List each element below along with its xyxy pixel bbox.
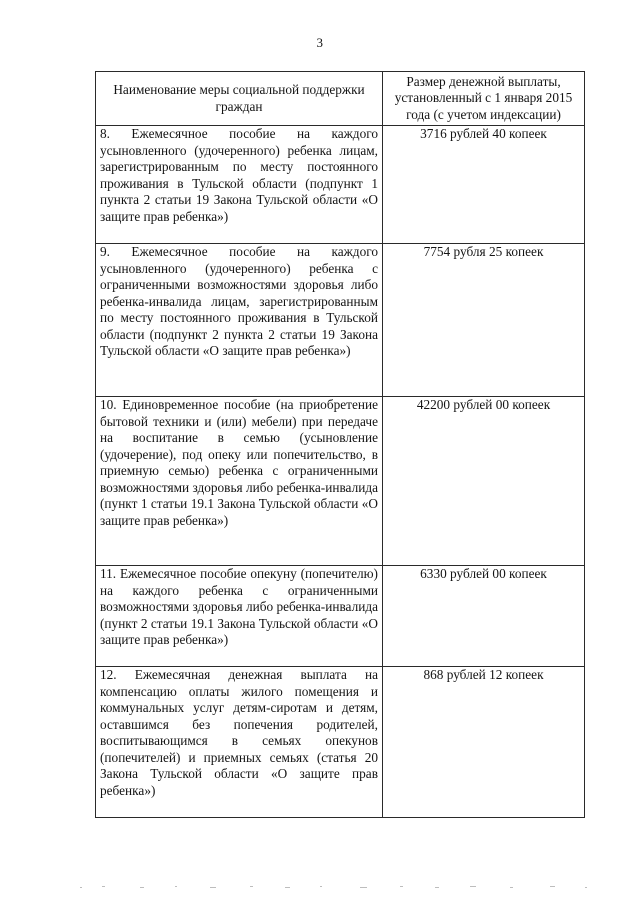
amount-cell: 3716 рублей 40 копеек <box>383 126 585 244</box>
table-body <box>96 126 585 818</box>
amount-cell: 6330 рублей 00 копеек <box>383 566 585 667</box>
column-header-measure: Наименование меры социальной поддержки граждан <box>96 72 383 126</box>
measure-cell: 8. Ежемесячное пособие на каждого усыновленного (удочеренного) ребенка лицам, зарегистрированным по месту постоянного проживания в Тульской области (подпункт 1 пункта 2 статьи 19 Закона Тульской области «О защите прав ребенка») <box>96 126 383 244</box>
column-header-amount: Размер денежной выплаты, установленный с 1 января 2015 года (с учетом индексации) <box>383 72 585 126</box>
amount-cell: 42200 рублей 00 копеек <box>383 397 585 566</box>
table-row <box>96 244 585 397</box>
table-header <box>96 72 585 126</box>
amount-cell: 868 рублей 12 копеек <box>383 667 585 818</box>
amount-cell: 7754 рубля 25 копеек <box>383 244 585 397</box>
table-row <box>96 126 585 244</box>
scan-artifact-line <box>80 884 600 890</box>
measure-cell: 10. Единовременное пособие (на приобретение бытовой техники и (или) мебели) при передаче на воспитание в семью (усыновление (удочерение), под опеку или попечительство, в приемную семью) ребенка с ограниченными возможностями здоровья либо ребенка-инвалида (пункт 1 статьи 19.1 Закона Тульской области «О защите прав ребенка») <box>96 397 383 566</box>
table-row <box>96 566 585 667</box>
benefits-table <box>95 71 585 818</box>
measure-cell: 11. Ежемесячное пособие опекуну (попечителю) на каждого ребенка с ограниченными возможностями здоровья либо ребенка-инвалида (пункт 2 статьи 19.1 Закона Тульской области «О защите прав ребенка») <box>96 566 383 667</box>
measure-cell: 12. Ежемесячная денежная выплата на компенсацию оплаты жилого помещения и коммунальных услуг детям-сиротам и детям, оставшимся без попечения родителей, воспитывающимся в семьях опекунов (попечителей) и приемных семьях (статья 20 Закона Тульской области «О защите прав ребенка») <box>96 667 383 818</box>
header-row <box>96 72 585 126</box>
table-row <box>96 667 585 818</box>
page-number: 3 <box>316 35 324 50</box>
table-row <box>96 397 585 566</box>
measure-cell: 9. Ежемесячное пособие на каждого усыновленного (удочеренного) ребенка с ограниченными возможностями здоровья либо ребенка-инвалида лицам, зарегистрированным по месту постоянного проживания в Тульской области (подпункт 2 пункта 2 статьи 19 Закона Тульской области «О защите прав ребенка») <box>96 244 383 397</box>
